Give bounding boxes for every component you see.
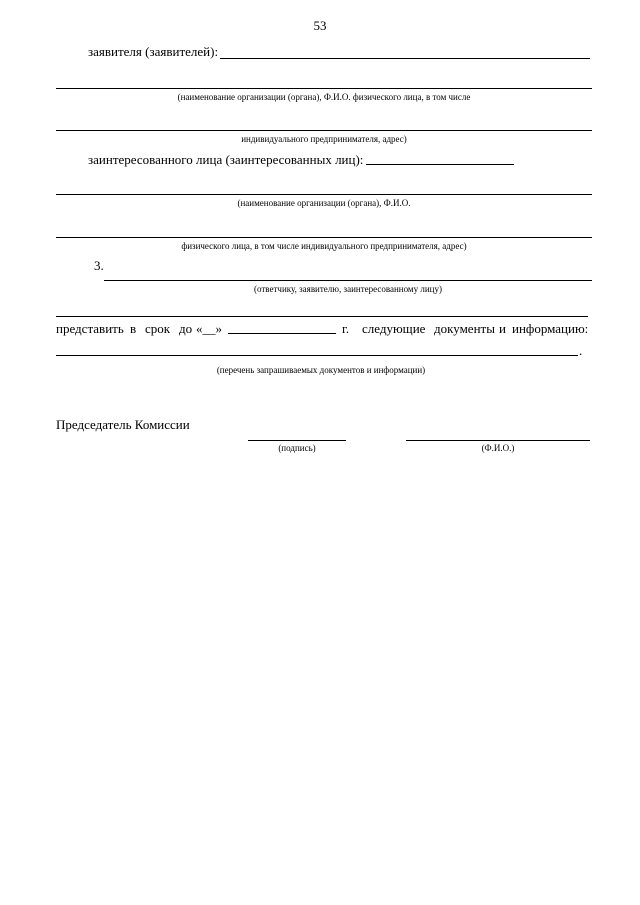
applicants-caption-2: индивидуального предпринимателя, адрес) xyxy=(241,134,407,144)
signature-caption: (подпись) xyxy=(278,443,316,453)
item3-number: 3. xyxy=(94,258,104,273)
applicants-address-line[interactable] xyxy=(56,130,592,131)
interested-caption-2: физического лица, в том числе индивидуального предпринимателя, адрес) xyxy=(181,241,467,251)
request-end-dot: . xyxy=(579,343,583,358)
interested-caption-1: (наименование организации (органа), Ф.И.О. xyxy=(237,198,411,208)
interested-label: заинтересованного лица (заинтересованных лиц): xyxy=(88,152,364,167)
request-date-quotes: «__» xyxy=(196,321,222,336)
item3-input-line[interactable] xyxy=(104,280,592,281)
request-date-line[interactable] xyxy=(228,333,336,334)
request-word-8: и xyxy=(499,321,506,336)
interested-address-line[interactable] xyxy=(56,237,592,238)
page-number: 53 xyxy=(313,18,327,33)
request-word-3: срок xyxy=(145,321,171,336)
applicants-label: заявителя (заявителей): xyxy=(88,44,219,59)
applicants-input-line[interactable] xyxy=(220,58,590,59)
request-word-4: до xyxy=(179,321,193,336)
request-word-6: следующие xyxy=(362,321,426,336)
name-line[interactable] xyxy=(406,440,590,441)
signature-line[interactable] xyxy=(248,440,346,441)
applicants-name-line[interactable] xyxy=(56,88,592,89)
name-caption: (Ф.И.О.) xyxy=(481,443,515,453)
request-word-7: документы xyxy=(434,321,495,336)
interested-name-line[interactable] xyxy=(56,194,592,195)
request-word-9: информацию: xyxy=(512,321,589,336)
item3-caption: (ответчику, заявителю, заинтересованному лицу) xyxy=(254,284,442,294)
request-word-5: г. xyxy=(342,321,350,336)
request-list-line[interactable] xyxy=(56,355,578,356)
item3-extra-line[interactable] xyxy=(56,316,588,317)
request-word-2: в xyxy=(130,321,137,336)
applicants-caption-1: (наименование организации (органа), Ф.И.О. физического лица, в том числе xyxy=(177,92,471,102)
chairman-label: Председатель Комиссии xyxy=(56,417,190,432)
request-caption: (перечень запрашиваемых документов и информации) xyxy=(216,365,426,375)
interested-input-line[interactable] xyxy=(366,164,514,165)
request-word-1: представить xyxy=(56,321,124,336)
